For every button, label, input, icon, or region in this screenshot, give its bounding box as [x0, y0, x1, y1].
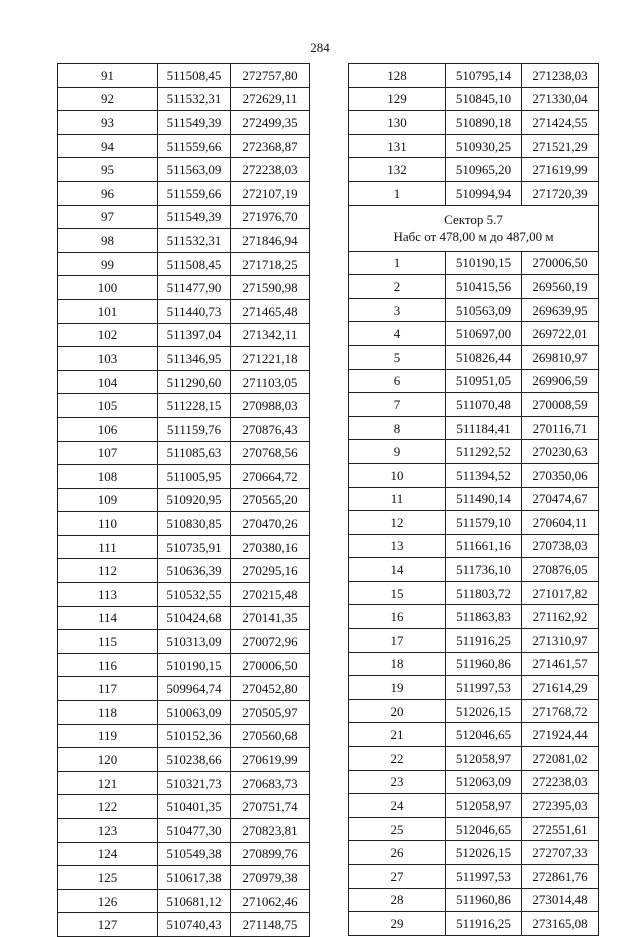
y-coordinate-cell: 270988,03	[231, 394, 310, 418]
y-coordinate-cell: 270876,05	[522, 558, 599, 582]
x-coordinate-cell: 511397,04	[158, 323, 231, 347]
table-row	[58, 417, 310, 441]
y-coordinate-cell: 272551,61	[522, 817, 599, 841]
y-coordinate-cell: 269906,59	[522, 369, 599, 393]
point-number-cell: 16	[349, 605, 446, 629]
y-coordinate-cell: 272107,19	[231, 181, 310, 205]
table-row	[349, 87, 599, 111]
y-coordinate-cell: 272757,80	[231, 64, 310, 88]
table-row	[58, 677, 310, 701]
table-row	[349, 64, 599, 88]
point-number-cell: 1	[349, 181, 446, 205]
coordinates-table-left	[57, 63, 310, 937]
y-coordinate-cell: 271238,03	[522, 64, 599, 88]
point-number-cell: 28	[349, 888, 446, 912]
x-coordinate-cell: 512026,15	[446, 699, 522, 723]
table-row	[58, 347, 310, 371]
x-coordinate-cell: 510617,38	[158, 866, 231, 890]
table-row	[349, 534, 599, 558]
y-coordinate-cell: 271465,48	[231, 299, 310, 323]
table-row	[58, 323, 310, 347]
x-coordinate-cell: 510681,12	[158, 889, 231, 913]
x-coordinate-cell: 511960,86	[446, 652, 522, 676]
x-coordinate-cell: 510965,20	[446, 158, 522, 182]
point-number-cell: 102	[58, 323, 158, 347]
point-number-cell: 112	[58, 559, 158, 583]
point-number-cell: 15	[349, 581, 446, 605]
point-number-cell: 111	[58, 535, 158, 559]
y-coordinate-cell: 272499,35	[231, 111, 310, 135]
y-coordinate-cell: 270452,80	[231, 677, 310, 701]
table-row	[58, 252, 310, 276]
y-coordinate-cell: 272081,02	[522, 747, 599, 771]
point-number-cell: 128	[349, 64, 446, 88]
table-row	[349, 134, 599, 158]
table-row	[58, 559, 310, 583]
x-coordinate-cell: 510313,09	[158, 630, 231, 654]
y-coordinate-cell: 270876,43	[231, 417, 310, 441]
point-number-cell: 132	[349, 158, 446, 182]
x-coordinate-cell: 511863,83	[446, 605, 522, 629]
point-number-cell: 27	[349, 865, 446, 889]
x-coordinate-cell: 512058,97	[446, 747, 522, 771]
point-number-cell: 130	[349, 111, 446, 135]
y-coordinate-cell: 271461,57	[522, 652, 599, 676]
point-number-cell: 6	[349, 369, 446, 393]
y-coordinate-cell: 271221,18	[231, 347, 310, 371]
sector-header	[349, 205, 599, 251]
x-coordinate-cell: 512046,65	[446, 723, 522, 747]
point-number-cell: 19	[349, 676, 446, 700]
x-coordinate-cell: 510735,91	[158, 535, 231, 559]
y-coordinate-cell: 270141,35	[231, 606, 310, 630]
point-number-cell: 97	[58, 205, 158, 229]
x-coordinate-cell: 511184,41	[446, 416, 522, 440]
y-coordinate-cell: 273014,48	[522, 888, 599, 912]
x-coordinate-cell: 511346,95	[158, 347, 231, 371]
point-number-cell: 23	[349, 770, 446, 794]
x-coordinate-cell: 511290,60	[158, 370, 231, 394]
point-number-cell: 123	[58, 819, 158, 843]
point-number-cell: 22	[349, 747, 446, 771]
y-coordinate-cell: 270215,48	[231, 583, 310, 607]
x-coordinate-cell: 511549,39	[158, 205, 231, 229]
y-coordinate-cell: 271924,44	[522, 723, 599, 747]
table-row	[349, 416, 599, 440]
table-row	[58, 630, 310, 654]
table-row	[349, 181, 599, 205]
point-number-cell: 116	[58, 653, 158, 677]
y-coordinate-cell: 270823,81	[231, 819, 310, 843]
x-coordinate-cell: 511916,25	[446, 629, 522, 653]
table-row	[349, 699, 599, 723]
sector-title: Сектор 5.7	[444, 212, 503, 228]
x-coordinate-cell: 510994,94	[446, 181, 522, 205]
y-coordinate-cell: 271148,75	[231, 913, 310, 937]
point-number-cell: 29	[349, 912, 446, 936]
x-coordinate-cell: 512058,97	[446, 794, 522, 818]
table-row	[349, 322, 599, 346]
y-coordinate-cell: 271846,94	[231, 229, 310, 253]
table-row	[58, 535, 310, 559]
point-number-cell: 20	[349, 699, 446, 723]
x-coordinate-cell: 511005,95	[158, 465, 231, 489]
table-row	[58, 111, 310, 135]
x-coordinate-cell: 510238,66	[158, 748, 231, 772]
point-number-cell: 10	[349, 463, 446, 487]
y-coordinate-cell: 271590,98	[231, 276, 310, 300]
point-number-cell: 115	[58, 630, 158, 654]
point-number-cell: 24	[349, 794, 446, 818]
point-number-cell: 104	[58, 370, 158, 394]
table-row	[349, 511, 599, 535]
point-number-cell: 93	[58, 111, 158, 135]
x-coordinate-cell: 510532,55	[158, 583, 231, 607]
point-number-cell: 114	[58, 606, 158, 630]
y-coordinate-cell: 270006,50	[231, 653, 310, 677]
table-row	[58, 583, 310, 607]
table-row	[349, 251, 599, 275]
y-coordinate-cell: 270295,16	[231, 559, 310, 583]
point-number-cell: 113	[58, 583, 158, 607]
table-row	[349, 652, 599, 676]
y-coordinate-cell: 269810,97	[522, 345, 599, 369]
point-number-cell: 4	[349, 322, 446, 346]
table-row	[349, 369, 599, 393]
x-coordinate-cell: 511477,90	[158, 276, 231, 300]
point-number-cell: 98	[58, 229, 158, 253]
table-row	[58, 701, 310, 725]
y-coordinate-cell: 270116,71	[522, 416, 599, 440]
point-number-cell: 125	[58, 866, 158, 890]
point-number-cell: 103	[58, 347, 158, 371]
y-coordinate-cell: 271768,72	[522, 699, 599, 723]
table-row	[58, 488, 310, 512]
y-coordinate-cell: 271330,04	[522, 87, 599, 111]
x-coordinate-cell: 511803,72	[446, 581, 522, 605]
table-row	[349, 888, 599, 912]
x-coordinate-cell: 510845,10	[446, 87, 522, 111]
table-row	[349, 794, 599, 818]
x-coordinate-cell: 511508,45	[158, 252, 231, 276]
table-row	[58, 795, 310, 819]
y-coordinate-cell: 270006,50	[522, 251, 599, 275]
point-number-cell: 13	[349, 534, 446, 558]
table-row	[58, 87, 310, 111]
point-number-cell: 120	[58, 748, 158, 772]
y-coordinate-cell: 271720,39	[522, 181, 599, 205]
x-coordinate-cell: 511997,53	[446, 676, 522, 700]
table-row	[349, 865, 599, 889]
x-coordinate-cell: 510826,44	[446, 345, 522, 369]
x-coordinate-cell: 510890,18	[446, 111, 522, 135]
y-coordinate-cell: 270470,26	[231, 512, 310, 536]
table-row	[349, 275, 599, 299]
table-row	[349, 558, 599, 582]
x-coordinate-cell: 510697,00	[446, 322, 522, 346]
point-number-cell: 12	[349, 511, 446, 535]
table-row	[58, 370, 310, 394]
y-coordinate-cell: 271976,70	[231, 205, 310, 229]
table-row	[58, 229, 310, 253]
x-coordinate-cell: 511394,52	[446, 463, 522, 487]
y-coordinate-cell: 270565,20	[231, 488, 310, 512]
x-coordinate-cell: 511736,10	[446, 558, 522, 582]
y-coordinate-cell: 270350,06	[522, 463, 599, 487]
table-row	[349, 298, 599, 322]
x-coordinate-cell: 510401,35	[158, 795, 231, 819]
x-coordinate-cell: 510636,39	[158, 559, 231, 583]
point-number-cell: 101	[58, 299, 158, 323]
sector-height-range: Набс от 478,00 м до 487,00 м	[393, 229, 554, 245]
x-coordinate-cell: 510930,25	[446, 134, 522, 158]
point-number-cell: 11	[349, 487, 446, 511]
y-coordinate-cell: 272707,33	[522, 841, 599, 865]
point-number-cell: 8	[349, 416, 446, 440]
point-number-cell: 110	[58, 512, 158, 536]
y-coordinate-cell: 270072,96	[231, 630, 310, 654]
point-number-cell: 18	[349, 652, 446, 676]
x-coordinate-cell: 511549,39	[158, 111, 231, 135]
x-coordinate-cell: 510563,09	[446, 298, 522, 322]
x-coordinate-cell: 511559,66	[158, 181, 231, 205]
y-coordinate-cell: 271062,46	[231, 889, 310, 913]
x-coordinate-cell: 511579,10	[446, 511, 522, 535]
point-number-cell: 96	[58, 181, 158, 205]
coordinates-table-right	[348, 63, 599, 936]
point-number-cell: 94	[58, 134, 158, 158]
x-coordinate-cell: 511960,86	[446, 888, 522, 912]
table-row	[349, 817, 599, 841]
point-number-cell: 122	[58, 795, 158, 819]
x-coordinate-cell: 512063,09	[446, 770, 522, 794]
table-row	[349, 747, 599, 771]
table-row	[58, 299, 310, 323]
point-number-cell: 2	[349, 275, 446, 299]
y-coordinate-cell: 273165,08	[522, 912, 599, 936]
y-coordinate-cell: 271342,11	[231, 323, 310, 347]
x-coordinate-cell: 510190,15	[158, 653, 231, 677]
table-row	[349, 676, 599, 700]
table-row	[58, 205, 310, 229]
y-coordinate-cell: 269560,19	[522, 275, 599, 299]
y-coordinate-cell: 272238,03	[231, 158, 310, 182]
table-row	[349, 487, 599, 511]
table-row	[58, 158, 310, 182]
point-number-cell: 9	[349, 440, 446, 464]
x-coordinate-cell: 510951,05	[446, 369, 522, 393]
point-number-cell: 107	[58, 441, 158, 465]
table-row	[349, 912, 599, 936]
table-row	[349, 440, 599, 464]
x-coordinate-cell: 510549,38	[158, 842, 231, 866]
point-number-cell: 117	[58, 677, 158, 701]
point-number-cell: 126	[58, 889, 158, 913]
point-number-cell: 131	[349, 134, 446, 158]
table-row	[349, 111, 599, 135]
table-row	[58, 181, 310, 205]
table-row	[58, 866, 310, 890]
y-coordinate-cell: 270505,97	[231, 701, 310, 725]
x-coordinate-cell: 510740,43	[158, 913, 231, 937]
table-row	[58, 276, 310, 300]
x-coordinate-cell: 510795,14	[446, 64, 522, 88]
point-number-cell: 100	[58, 276, 158, 300]
y-coordinate-cell: 270604,11	[522, 511, 599, 535]
y-coordinate-cell: 271017,82	[522, 581, 599, 605]
point-number-cell: 119	[58, 724, 158, 748]
x-coordinate-cell: 511661,16	[446, 534, 522, 558]
y-coordinate-cell: 272395,03	[522, 794, 599, 818]
y-coordinate-cell: 271103,05	[231, 370, 310, 394]
point-number-cell: 17	[349, 629, 446, 653]
table-row	[58, 394, 310, 418]
x-coordinate-cell: 512046,65	[446, 817, 522, 841]
x-coordinate-cell: 510424,68	[158, 606, 231, 630]
table-row	[349, 841, 599, 865]
y-coordinate-cell: 270683,73	[231, 771, 310, 795]
table-row	[58, 134, 310, 158]
x-coordinate-cell: 510415,56	[446, 275, 522, 299]
point-number-cell: 109	[58, 488, 158, 512]
x-coordinate-cell: 510477,30	[158, 819, 231, 843]
point-number-cell: 5	[349, 345, 446, 369]
table-row	[58, 465, 310, 489]
x-coordinate-cell: 511228,15	[158, 394, 231, 418]
y-coordinate-cell: 272629,11	[231, 87, 310, 111]
point-number-cell: 121	[58, 771, 158, 795]
table-row	[58, 842, 310, 866]
y-coordinate-cell: 270619,99	[231, 748, 310, 772]
table-row	[58, 441, 310, 465]
y-coordinate-cell: 272238,03	[522, 770, 599, 794]
table-row	[58, 653, 310, 677]
x-coordinate-cell: 511997,53	[446, 865, 522, 889]
point-number-cell: 7	[349, 393, 446, 417]
table-row	[58, 913, 310, 937]
point-number-cell: 3	[349, 298, 446, 322]
x-coordinate-cell: 511508,45	[158, 64, 231, 88]
table-row	[349, 723, 599, 747]
y-coordinate-cell: 270664,72	[231, 465, 310, 489]
y-coordinate-cell: 271614,29	[522, 676, 599, 700]
point-number-cell: 108	[58, 465, 158, 489]
x-coordinate-cell: 509964,74	[158, 677, 231, 701]
y-coordinate-cell: 269639,95	[522, 298, 599, 322]
x-coordinate-cell: 511070,48	[446, 393, 522, 417]
point-number-cell: 14	[349, 558, 446, 582]
y-coordinate-cell: 270230,63	[522, 440, 599, 464]
point-number-cell: 99	[58, 252, 158, 276]
table-row	[349, 605, 599, 629]
y-coordinate-cell: 271162,92	[522, 605, 599, 629]
point-number-cell: 124	[58, 842, 158, 866]
page-number: 284	[310, 40, 330, 55]
point-number-cell: 129	[349, 87, 446, 111]
x-coordinate-cell: 512026,15	[446, 841, 522, 865]
y-coordinate-cell: 271424,55	[522, 111, 599, 135]
table-row	[58, 64, 310, 88]
y-coordinate-cell: 270380,16	[231, 535, 310, 559]
table-row	[58, 724, 310, 748]
y-coordinate-cell: 271619,99	[522, 158, 599, 182]
table-row	[349, 345, 599, 369]
x-coordinate-cell: 510920,95	[158, 488, 231, 512]
table-row	[58, 606, 310, 630]
x-coordinate-cell: 511440,73	[158, 299, 231, 323]
table-row	[349, 463, 599, 487]
table-row	[58, 819, 310, 843]
point-number-cell: 92	[58, 87, 158, 111]
x-coordinate-cell: 510190,15	[446, 251, 522, 275]
y-coordinate-cell: 271310,97	[522, 629, 599, 653]
y-coordinate-cell: 272861,76	[522, 865, 599, 889]
y-coordinate-cell: 270008,59	[522, 393, 599, 417]
y-coordinate-cell: 271718,25	[231, 252, 310, 276]
sector-header-row	[349, 205, 599, 251]
y-coordinate-cell: 270751,74	[231, 795, 310, 819]
table-row	[58, 771, 310, 795]
x-coordinate-cell: 511085,63	[158, 441, 231, 465]
x-coordinate-cell: 511532,31	[158, 229, 231, 253]
x-coordinate-cell: 511559,66	[158, 134, 231, 158]
y-coordinate-cell: 270560,68	[231, 724, 310, 748]
point-number-cell: 95	[58, 158, 158, 182]
point-number-cell: 25	[349, 817, 446, 841]
point-number-cell: 118	[58, 701, 158, 725]
x-coordinate-cell: 510321,73	[158, 771, 231, 795]
table-row	[349, 770, 599, 794]
y-coordinate-cell: 272368,87	[231, 134, 310, 158]
y-coordinate-cell: 269722,01	[522, 322, 599, 346]
x-coordinate-cell: 510063,09	[158, 701, 231, 725]
point-number-cell: 127	[58, 913, 158, 937]
table-row	[349, 629, 599, 653]
y-coordinate-cell: 271521,29	[522, 134, 599, 158]
y-coordinate-cell: 270768,56	[231, 441, 310, 465]
table-row	[349, 393, 599, 417]
point-number-cell: 26	[349, 841, 446, 865]
x-coordinate-cell: 511490,14	[446, 487, 522, 511]
x-coordinate-cell: 510152,36	[158, 724, 231, 748]
point-number-cell: 91	[58, 64, 158, 88]
y-coordinate-cell: 270738,03	[522, 534, 599, 558]
point-number-cell: 21	[349, 723, 446, 747]
table-row	[349, 158, 599, 182]
point-number-cell: 1	[349, 251, 446, 275]
table-row	[58, 748, 310, 772]
table-row	[58, 889, 310, 913]
x-coordinate-cell: 511292,52	[446, 440, 522, 464]
x-coordinate-cell: 511159,76	[158, 417, 231, 441]
y-coordinate-cell: 270474,67	[522, 487, 599, 511]
x-coordinate-cell: 510830,85	[158, 512, 231, 536]
table-row	[58, 512, 310, 536]
x-coordinate-cell: 511916,25	[446, 912, 522, 936]
x-coordinate-cell: 511532,31	[158, 87, 231, 111]
point-number-cell: 106	[58, 417, 158, 441]
point-number-cell: 105	[58, 394, 158, 418]
x-coordinate-cell: 511563,09	[158, 158, 231, 182]
table-row	[349, 581, 599, 605]
y-coordinate-cell: 270899,76	[231, 842, 310, 866]
y-coordinate-cell: 270979,38	[231, 866, 310, 890]
